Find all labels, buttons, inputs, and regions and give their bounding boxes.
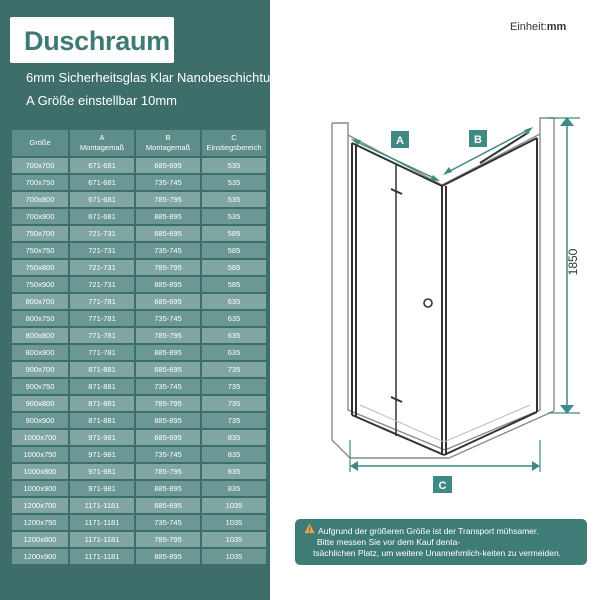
table-row (12, 192, 266, 207)
cell-c: 635 (202, 311, 266, 326)
table-row (12, 294, 266, 309)
cell-size: 800x700 (12, 294, 68, 309)
cell-c: 535 (202, 192, 266, 207)
table-body (12, 158, 266, 564)
cell-size: 750x700 (12, 226, 68, 241)
cell-c: 835 (202, 430, 266, 445)
table-row (12, 447, 266, 462)
cell-a: 971-981 (70, 430, 134, 445)
cell-c: 585 (202, 226, 266, 241)
cell-b: 885-895 (136, 345, 200, 360)
cell-size: 750x900 (12, 277, 68, 292)
cell-size: 900x750 (12, 379, 68, 394)
transport-notice (295, 519, 587, 565)
header-b-letter: B (165, 133, 171, 142)
cell-a: 871-881 (70, 396, 134, 411)
notice-line-2: Bitte messen Sie vor dem Kauf denta- (317, 537, 461, 547)
adjust-spec-text: A Größe einstellbar 10mm (26, 93, 178, 108)
glass-spec-text: 6mm Sicherheitsglas Klar Nanobeschichtung (26, 70, 285, 85)
support-bar (480, 132, 529, 163)
cell-a: 1171-1181 (70, 498, 134, 513)
header-c (202, 130, 266, 156)
cell-size: 700x800 (12, 192, 68, 207)
table-row (12, 379, 266, 394)
cell-b: 735-745 (136, 175, 200, 190)
cell-a: 971-981 (70, 464, 134, 479)
cell-size: 800x800 (12, 328, 68, 343)
cell-b: 785-795 (136, 328, 200, 343)
unit-label: Einheit:mm (510, 21, 567, 33)
header-c-label: Einstiegsbereich (206, 143, 262, 152)
cell-b: 885-895 (136, 277, 200, 292)
cell-a: 771-781 (70, 294, 134, 309)
shower-frame (352, 138, 537, 455)
table-row (12, 515, 266, 530)
cell-b: 685-695 (136, 294, 200, 309)
cell-a: 971-981 (70, 447, 134, 462)
cell-c: 535 (202, 209, 266, 224)
cell-b: 685-695 (136, 430, 200, 445)
table-row (12, 260, 266, 275)
label-a: A (396, 135, 404, 147)
table-row (12, 413, 266, 428)
header-size (12, 130, 68, 156)
cell-b: 885-895 (136, 413, 200, 428)
header-size-label: Größe (29, 138, 51, 147)
header-a-label: Montagemaß (79, 143, 125, 152)
handle-knob-icon (424, 299, 432, 307)
cell-b: 735-745 (136, 515, 200, 530)
cell-b: 685-695 (136, 362, 200, 377)
cell-a: 721-731 (70, 243, 134, 258)
cell-a: 1171-1181 (70, 515, 134, 530)
cell-b: 885-895 (136, 549, 200, 564)
table-header-row (12, 130, 266, 156)
table-row (12, 498, 266, 513)
cell-b: 685-695 (136, 158, 200, 173)
cell-c: 1035 (202, 532, 266, 547)
cell-c: 735 (202, 413, 266, 428)
cell-b: 735-745 (136, 243, 200, 258)
cell-size: 1000x750 (12, 447, 68, 462)
label-b: B (474, 134, 482, 146)
unit-label-text: Einheit (510, 21, 544, 33)
header-c-letter: C (231, 133, 237, 142)
cell-size: 1000x800 (12, 464, 68, 479)
cell-size: 1200x700 (12, 498, 68, 513)
label-c: C (438, 480, 447, 492)
cell-b: 785-795 (136, 396, 200, 411)
cell-b: 735-745 (136, 379, 200, 394)
cell-c: 585 (202, 243, 266, 258)
page-title: Duschraum (24, 26, 170, 56)
left-panel (0, 0, 285, 600)
cell-a: 771-781 (70, 328, 134, 343)
table-row (12, 209, 266, 224)
header-b (136, 130, 200, 156)
cell-size: 800x900 (12, 345, 68, 360)
cell-c: 835 (202, 464, 266, 479)
cell-a: 871-881 (70, 362, 134, 377)
cell-c: 585 (202, 260, 266, 275)
cell-size: 1000x900 (12, 481, 68, 496)
cell-a: 1171-1181 (70, 549, 134, 564)
unit-value: mm (546, 21, 567, 33)
table-row (12, 277, 266, 292)
cell-b: 785-795 (136, 260, 200, 275)
cell-c: 835 (202, 481, 266, 496)
table-row (12, 311, 266, 326)
cell-b: 685-695 (136, 498, 200, 513)
table-row (12, 158, 266, 173)
table-row (12, 464, 266, 479)
cell-size: 1200x900 (12, 549, 68, 564)
cell-size: 700x750 (12, 175, 68, 190)
cell-size: 700x700 (12, 158, 68, 173)
cell-c: 635 (202, 294, 266, 309)
table-row (12, 345, 266, 360)
cell-c: 1035 (202, 549, 266, 564)
cell-b: 735-745 (136, 447, 200, 462)
cell-b: 785-795 (136, 532, 200, 547)
cell-a: 771-781 (70, 345, 134, 360)
dimension-b (443, 127, 533, 175)
header-a-letter: A (99, 133, 105, 142)
cell-a: 1171-1181 (70, 532, 134, 547)
table-row (12, 481, 266, 496)
cell-a: 721-731 (70, 226, 134, 241)
cell-a: 721-731 (70, 277, 134, 292)
header-b-label: Montagemaß (145, 143, 191, 152)
cell-size: 1200x800 (12, 532, 68, 547)
table-row (12, 226, 266, 241)
header-a (70, 130, 134, 156)
table-row (12, 175, 266, 190)
table-row (12, 328, 266, 343)
table-row (12, 532, 266, 547)
table-row (12, 362, 266, 377)
cell-c: 1035 (202, 498, 266, 513)
dimension-height (548, 117, 580, 414)
cell-a: 671-681 (70, 158, 134, 173)
cell-c: 635 (202, 345, 266, 360)
cell-c: 735 (202, 379, 266, 394)
table-row (12, 396, 266, 411)
cell-size: 900x800 (12, 396, 68, 411)
cell-b: 785-795 (136, 192, 200, 207)
cell-size: 900x700 (12, 362, 68, 377)
cell-size: 900x900 (12, 413, 68, 428)
table-row (12, 430, 266, 445)
cell-c: 635 (202, 328, 266, 343)
cell-a: 871-881 (70, 413, 134, 428)
cell-size: 750x750 (12, 243, 68, 258)
cell-c: 585 (202, 277, 266, 292)
cell-a: 871-881 (70, 379, 134, 394)
cell-a: 671-681 (70, 192, 134, 207)
cell-b: 785-795 (136, 464, 200, 479)
cell-size: 750x800 (12, 260, 68, 275)
title-box (10, 17, 174, 63)
cell-size: 700x900 (12, 209, 68, 224)
cell-c: 735 (202, 362, 266, 377)
cell-size: 1000x700 (12, 430, 68, 445)
cell-a: 971-981 (70, 481, 134, 496)
cell-c: 535 (202, 158, 266, 173)
table-row (12, 549, 266, 564)
cell-c: 735 (202, 396, 266, 411)
cell-b: 885-895 (136, 481, 200, 496)
cell-a: 721-731 (70, 260, 134, 275)
shower-diagram (320, 110, 590, 505)
notice-line-1: Aufgrund der größeren Größe ist der Transport mühsamer. (318, 526, 539, 536)
cell-b: 735-745 (136, 311, 200, 326)
cell-b: 685-695 (136, 226, 200, 241)
table-row (12, 243, 266, 258)
notice-line-3: tsächlichen Platz, um weitere Unannehmlich-keiten zu vermeiden. (313, 548, 562, 558)
size-table (10, 128, 268, 566)
warning-icon (304, 523, 315, 534)
height-label: 1850 (566, 248, 580, 276)
cell-a: 671-681 (70, 175, 134, 190)
cell-size: 1200x750 (12, 515, 68, 530)
cell-c: 1035 (202, 515, 266, 530)
cell-b: 885-895 (136, 209, 200, 224)
cell-size: 800x750 (12, 311, 68, 326)
cell-c: 535 (202, 175, 266, 190)
cell-a: 771-781 (70, 311, 134, 326)
cell-a: 671-681 (70, 209, 134, 224)
cell-c: 835 (202, 447, 266, 462)
